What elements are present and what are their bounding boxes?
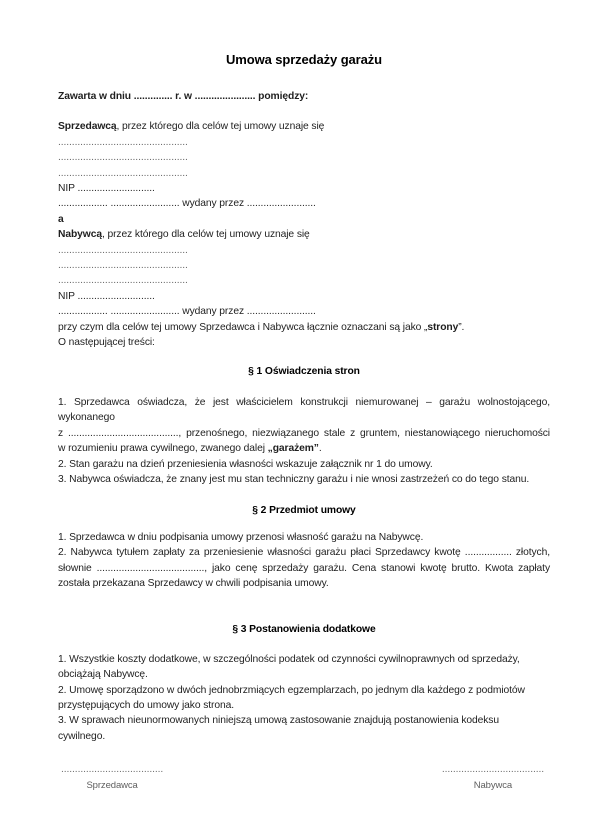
seller-term-rest: , przez którego dla celów tej umowy uznaje się (116, 121, 325, 133)
made-on-line: Zawarta w dniu .............. r. w ...................... pomiędzy: (58, 91, 309, 102)
document-title: Umowa sprzedaży garażu (225, 52, 382, 67)
section-2-clause-2-line-3: została przekazana Sprzedawcy w chwili podpisania umowy. (58, 577, 329, 589)
buyer-id-document-line: .................. ......................... wydany przez ......................... (58, 306, 316, 318)
buyer-fill-line: ............................................... (58, 244, 188, 256)
seller-intro-line (58, 119, 550, 134)
buyer-fill-line: ............................................... (58, 275, 188, 287)
seller-signature (61, 764, 163, 793)
section-2-heading: § 2 Przedmiot umowy (252, 505, 356, 517)
section-2-clause-2-line-2: słownie ......................................., jako cenę sprzedaży garażu. Cena stanowi kwotę brutto. Kwota zapłaty (58, 562, 550, 574)
buyer-nip-line: NIP ............................ (58, 290, 155, 302)
seller-nip-line: NIP ............................ (58, 183, 155, 195)
section-3-clause-2-line-2: przystępujących do umowy jako strona. (58, 700, 235, 711)
section-3-clause-2-line-1: 2. Umowę sporządzono w dwóch jednobrzmiących egzemplarzach, po jednym dla każdego z podmiotów (58, 684, 525, 696)
content-intro-line: O następującej treści: (58, 337, 155, 349)
section-2-clause-1: 1. Sprzedawca w dniu podpisania umowy przenosi własność garażu na Nabywcę. (58, 531, 424, 543)
buyer-term-rest: , przez którego dla celów tej umowy uznaje się (101, 229, 310, 241)
clause-text: w rozumieniu prawa cywilnego, zwanego dalej (58, 443, 268, 455)
section-2-clause-2-line-1: 2. Nabywca tytułem zapłaty za przeniesienie własności garażu płaci Sprzedawcy kwotę ................. złotych, (58, 547, 550, 559)
section-1-clause-1-line-3 (58, 441, 550, 456)
seller-term: Sprzedawcą (58, 121, 117, 133)
garage-term: „garażem” (267, 443, 319, 455)
section-3-clause-1-line-1: 1. Wszystkie koszty dodatkowe, w szczególności podatek od czynności cywilnoprawnych od sprzedaży, (58, 653, 520, 665)
section-1-clause-1-line-2: z ........................................, przenośnego, niezwiązanego stale z gruntem, niestanowiącego nieruchomości (58, 427, 550, 439)
signature-block (58, 764, 550, 793)
buyer-signature-line: ..................................... (441, 764, 544, 775)
seller-fill-line: ............................................... (58, 136, 188, 148)
seller-fill-line: ............................................... (58, 152, 188, 164)
section-1-heading: § 1 Oświadczenia stron (248, 365, 360, 377)
joint-pre: przy czym dla celów tej umowy Sprzedawca i Nabywca łącznie oznaczani są jako „ (58, 321, 428, 333)
section-3-clause-3-line-1: 3. W sprawach nieunormowanych niniejszą umową zastosowanie znajdują postanowienia kodeksu (58, 715, 499, 727)
seller-fill-line: ............................................... (58, 167, 188, 179)
seller-signature-line: ..................................... (61, 764, 164, 775)
section-3-clause-1-line-2: obciążają Nabywcę. (58, 669, 148, 681)
buyer-signature-label: Nabywca (473, 780, 513, 791)
buyer-fill-line: ............................................... (58, 260, 188, 272)
section-3-heading: § 3 Postanowienia dodatkowe (232, 624, 376, 636)
seller-id-document-line: .................. ......................... wydany przez ......................... (58, 198, 316, 210)
joint-designation-line (58, 320, 550, 335)
seller-signature-label: Sprzedawca (86, 780, 138, 791)
section-1-clause-2: 2. Stan garażu na dzień przeniesienia własności wskazuje załącznik nr 1 do umowy. (58, 458, 433, 470)
buyer-term: Nabywcą (58, 229, 102, 241)
section-1-clause-1-line-1: 1. Sprzedawca oświadcza, że jest właścicielem konstrukcji niemurowanej – garażu wolnostojącego, wykonanego (58, 396, 550, 424)
buyer-signature (442, 764, 544, 793)
section-3-clause-3-line-2: cywilnego. (58, 730, 106, 742)
conjunction-line: a (58, 213, 64, 225)
clause-text: . (318, 443, 322, 455)
section-1-clause-3: 3. Nabywca oświadcza, że znany jest mu stan techniczny garażu i nie wnosi zastrzeżeń co do tego stanu. (58, 473, 530, 485)
buyer-intro-line (58, 227, 550, 242)
joint-term: strony (427, 321, 459, 333)
joint-post: ”. (458, 321, 465, 333)
